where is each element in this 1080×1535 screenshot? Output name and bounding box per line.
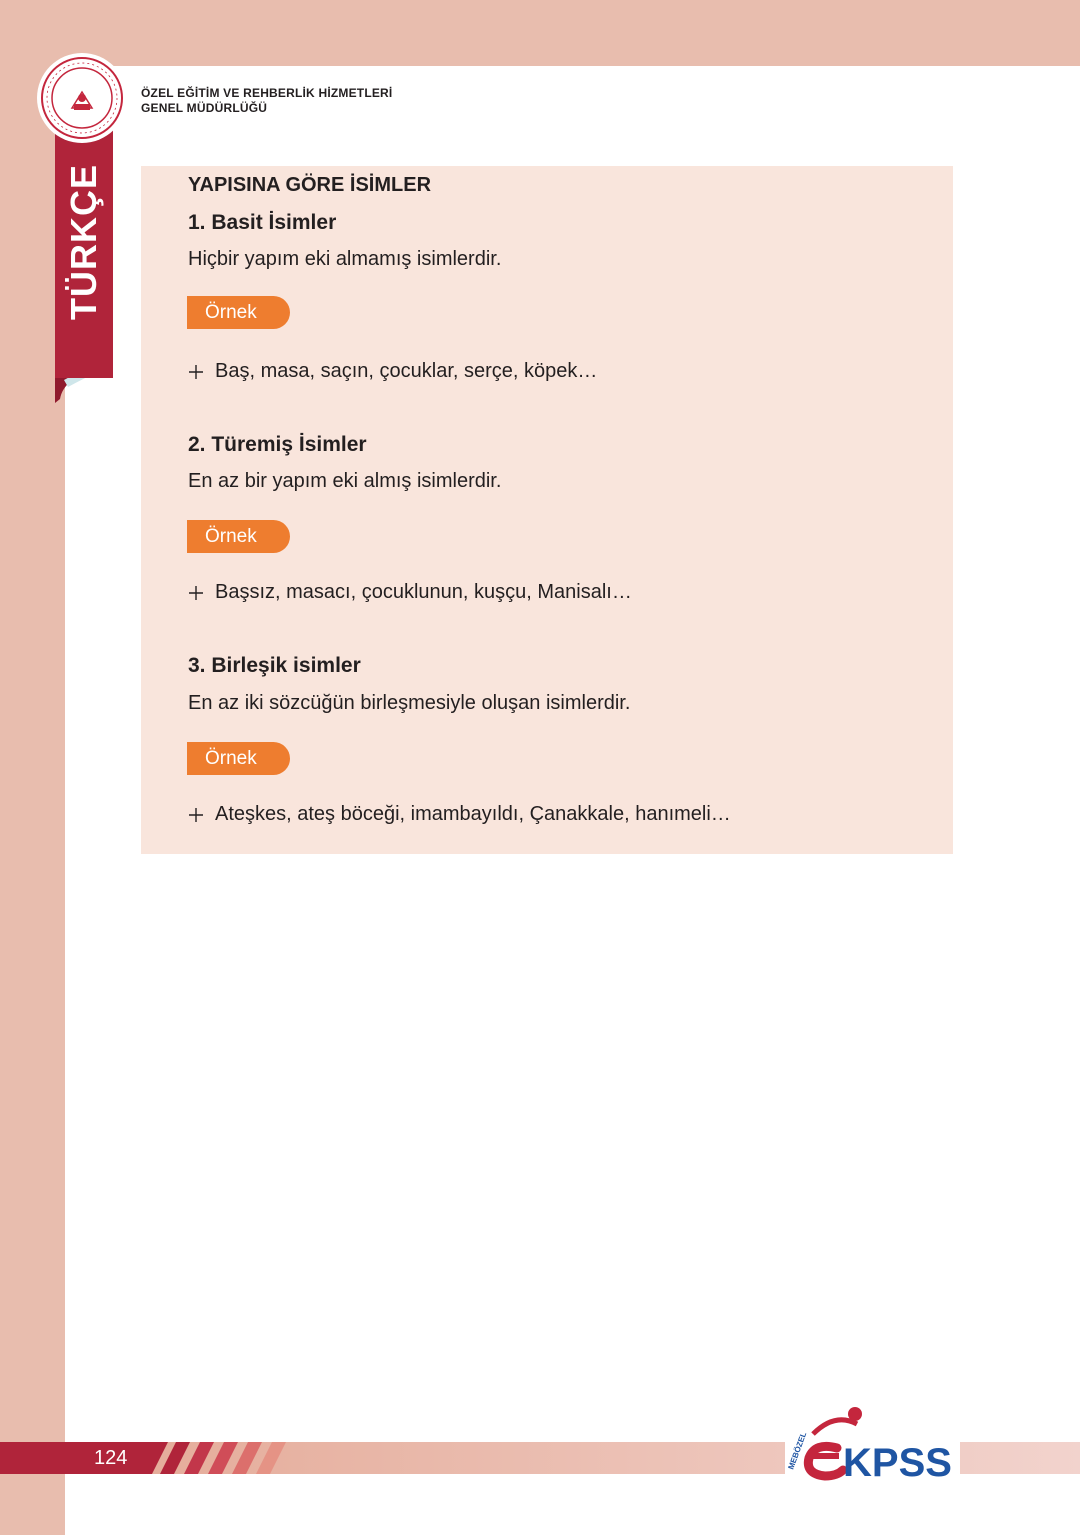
page-number: 124 — [94, 1447, 128, 1469]
page-title: YAPISINA GÖRE İSİMLER — [188, 174, 432, 196]
plus-bullet-icon — [188, 807, 204, 823]
plus-bullet-icon — [188, 585, 204, 601]
section-heading: 1. Basit İsimler — [188, 211, 337, 234]
example-badge: Örnek — [187, 520, 290, 553]
section-definition: En az iki sözcüğün birleşmesiyle oluşan isimlerdir. — [188, 692, 631, 714]
header-institution-line1: ÖZEL EĞİTİM VE REHBERLİK HİZMETLERİ — [141, 86, 393, 100]
example-badge: Örnek — [187, 296, 290, 329]
section-heading: 3. Birleşik isimler — [188, 654, 361, 677]
section-heading: 2. Türemiş İsimler — [188, 433, 367, 456]
subject-label: TÜRKÇE — [63, 164, 104, 320]
section-definition: En az bir yapım eki almış isimlerdir. — [188, 470, 502, 492]
plus-bullet-icon — [188, 364, 204, 380]
svg-text:MEBÖZEL: MEBÖZEL — [786, 1430, 809, 1471]
example-text: Baş, masa, saçın, çocuklar, serçe, köpek… — [215, 360, 598, 382]
ministry-seal-logo — [36, 52, 128, 144]
header-institution-line2: GENEL MÜDÜRLÜĞÜ — [141, 101, 268, 115]
example-text: Ateşkes, ateş böceği, imambayıldı, Çanakkale, hanımeli… — [215, 803, 731, 825]
svg-text:KPSS: KPSS — [843, 1441, 952, 1482]
section-definition: Hiçbir yapım eki almamış isimlerdir. — [188, 248, 502, 270]
top-band — [0, 0, 1080, 66]
example-text: Başsız, masacı, çocuklunun, kuşçu, Manisalı… — [215, 581, 632, 603]
example-badge: Örnek — [187, 742, 290, 775]
ekpss-logo — [785, 1404, 960, 1482]
